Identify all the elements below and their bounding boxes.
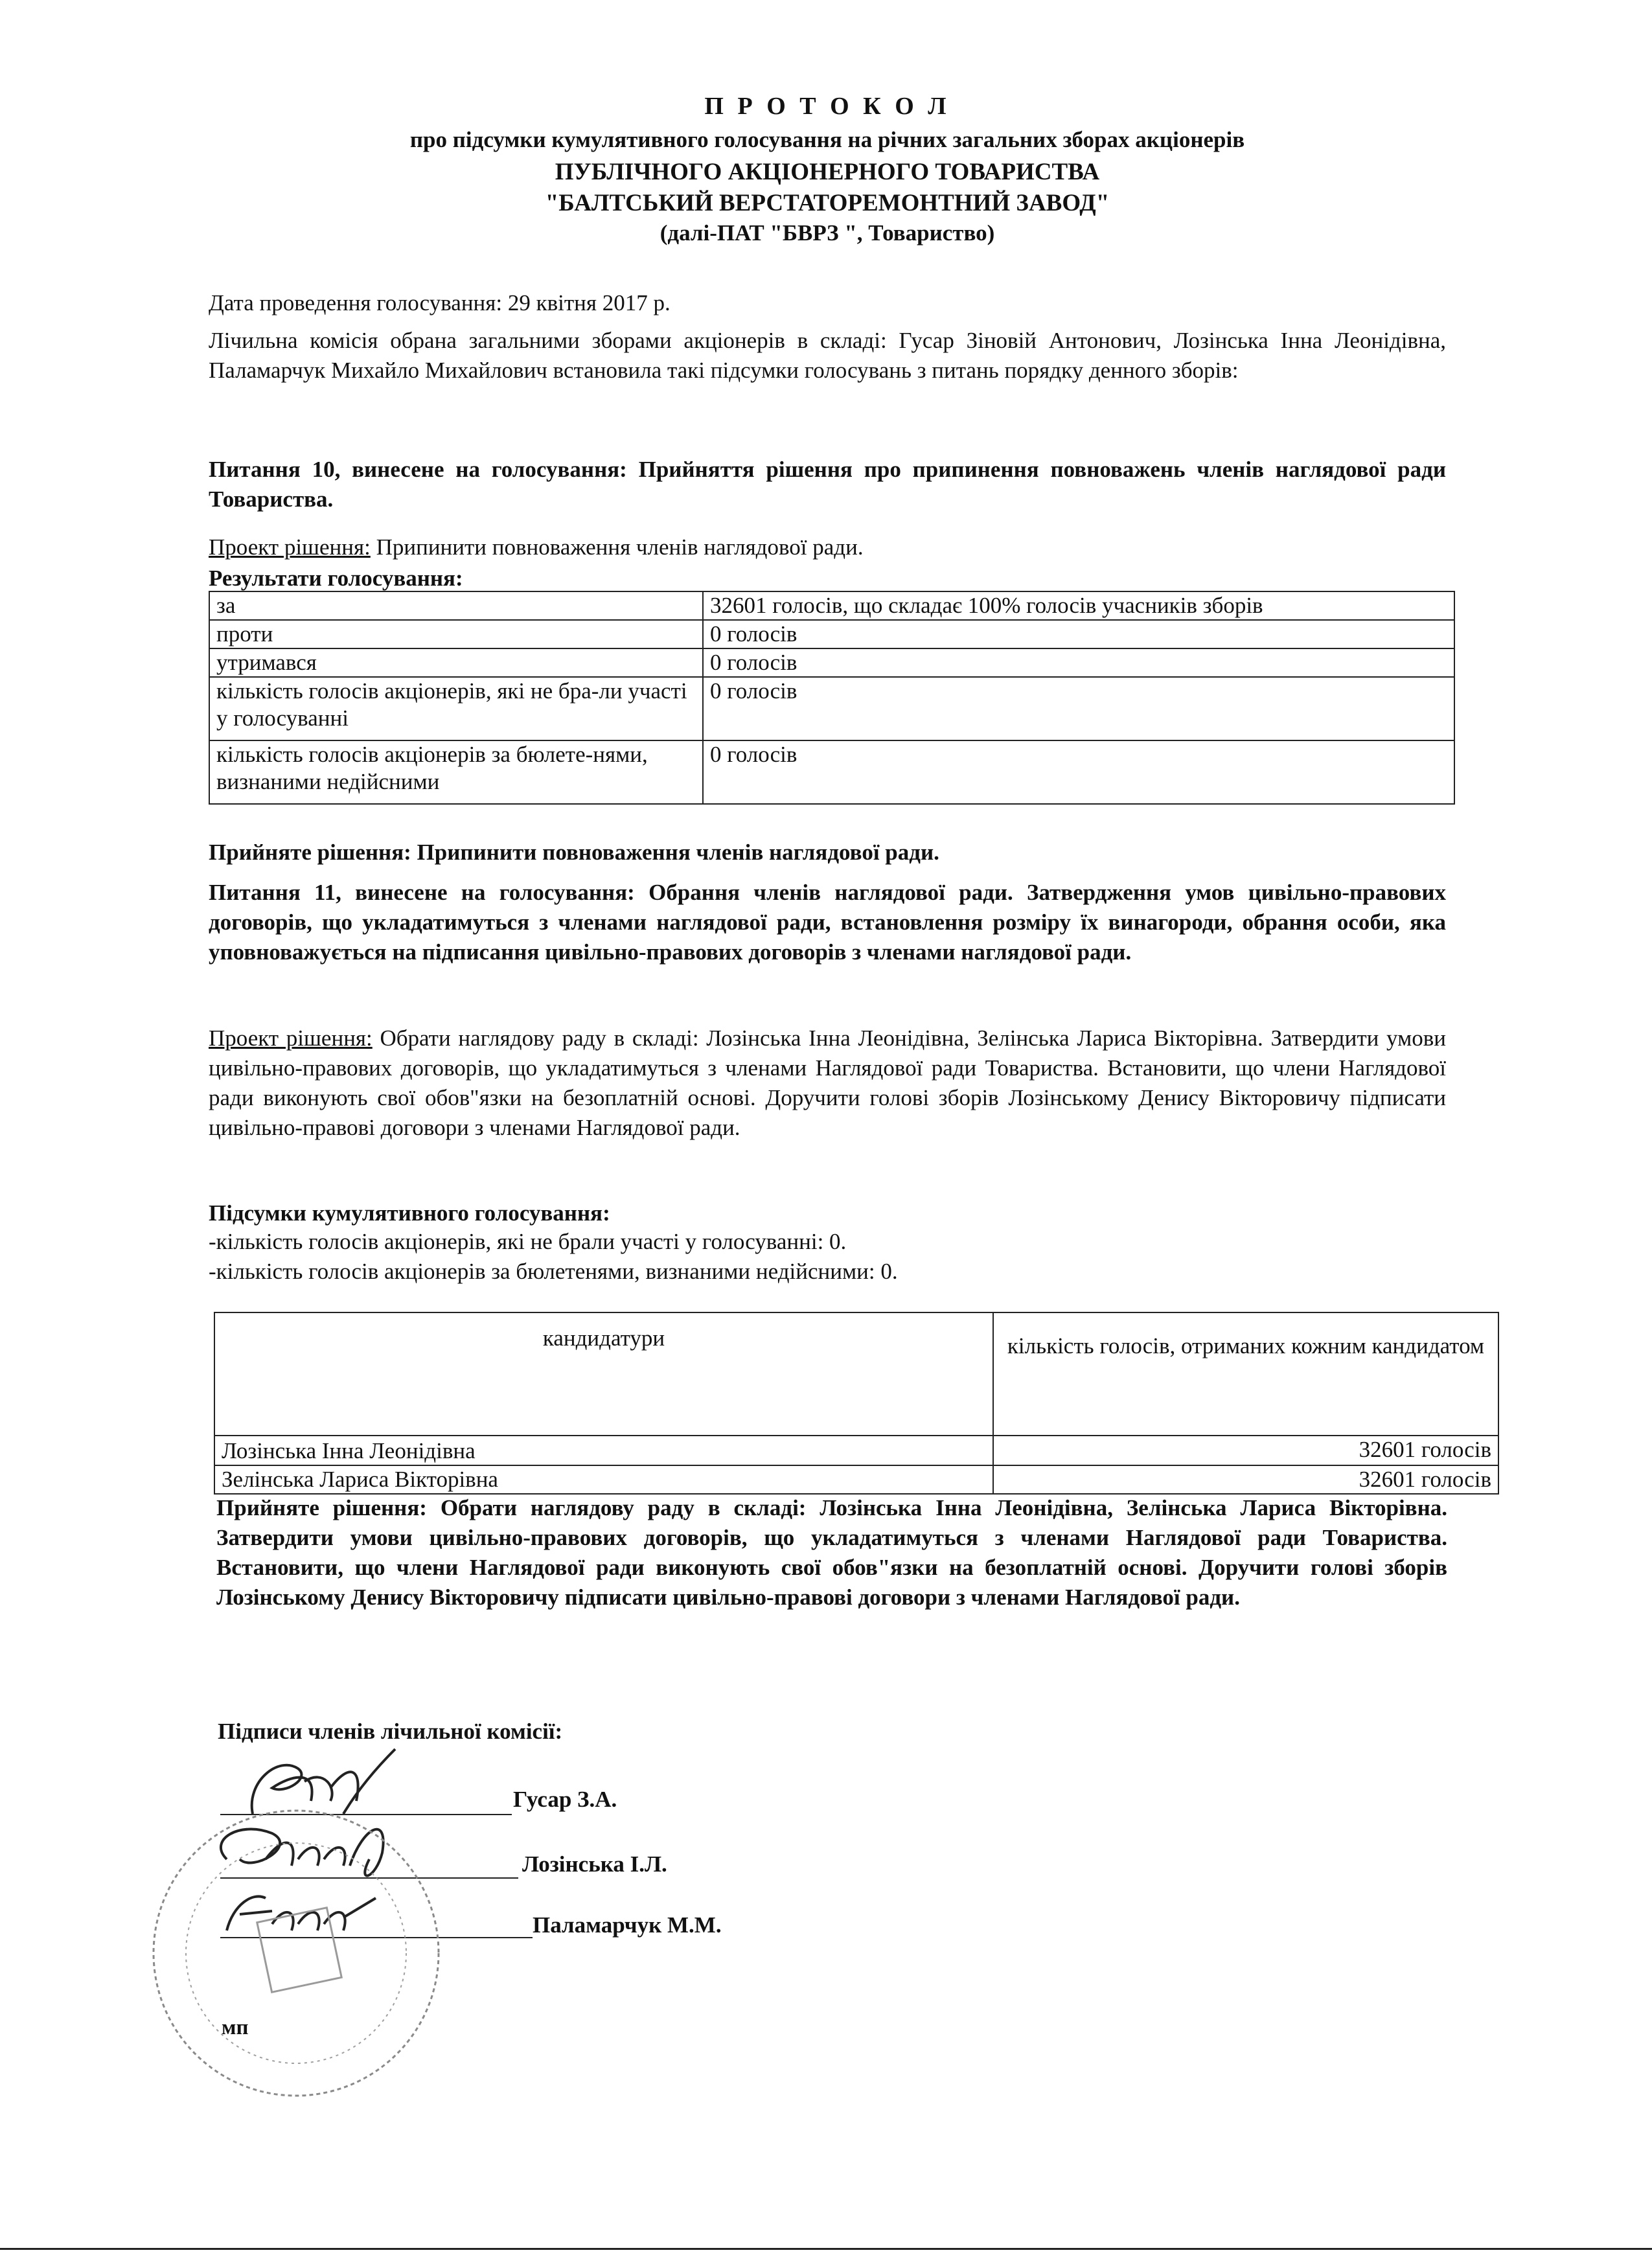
- cumulative-label: Підсумки кумулятивного голосування:: [209, 1200, 610, 1226]
- result-label: кількість голосів акціонерів, які не бра-ли участі у голосуванні: [209, 677, 703, 740]
- result-label: за: [209, 591, 703, 620]
- document-title: П Р О Т О К О Л: [704, 93, 950, 120]
- table-row: [214, 1436, 1498, 1465]
- question-11-decision: Прийняте рішення: Обрати наглядову раду в складі: Лозінська Інна Леонідівна, Зелінська Лариса Вікторівна. Затвердити умови цивільно-правових договорів, що укладатимуться з членами Наглядової ради Товариства. Встановити, що члени Наглядової ради виконують свої обов"язки на безоплатній основі. Доручити голові зборів Лозінському Денису Вікторовичу підписати цивільно-правові договори з членами Наглядової ради.: [216, 1495, 1447, 1610]
- candidate-name: Лозінська Інна Леонідівна: [214, 1436, 993, 1465]
- company-type: ПУБЛІЧНОГО АКЦІОНЕРНОГО ТОВАРИСТВА: [555, 159, 1100, 185]
- question-11-heading: Питання 11, винесене на голосування: Обрання членів наглядової ради. Затвердження умов цивільно-правових договорів, що укладатимуться з членами наглядової ради, встановлення розміру їх винагороди, обрання особи, яка уповноважується на підписання цивільно-правових договорів з членами наглядової ради.: [209, 880, 1446, 965]
- document-subtitle: про підсумки кумулятивного голосування на річних загальних зборах акціонерів: [409, 127, 1245, 152]
- result-value: 0 голосів: [703, 740, 1454, 804]
- commission-paragraph: Лічильна комісія обрана загальними зборами акціонерів в складі: Гусар Зіновій Антонович, Лозінська Інна Леонідівна, Паламарчук Михайло Михайлович встановила такі підсумки голосувань з питань порядку денного зборів:: [209, 328, 1446, 383]
- result-value: 0 голосів: [703, 620, 1454, 648]
- col-votes-header: кількість голосів, отриманих кожним кандидатом: [993, 1312, 1498, 1436]
- result-value: 32601 голосів, що складає 100% голосів учасників зборів: [703, 591, 1454, 620]
- result-label: утримався: [209, 648, 703, 677]
- result-label: кількість голосів акціонерів за бюлете-нями, визнаними недійсними: [209, 740, 703, 804]
- table-row: [209, 648, 1454, 677]
- seal-stamp: [144, 1801, 448, 2105]
- candidates-table: [214, 1312, 1499, 1495]
- col-candidates-header: кандидатури: [214, 1312, 993, 1436]
- voting-date: Дата проведення голосування: 29 квітня 2017 р.: [209, 290, 671, 315]
- candidate-name: Зелінська Лариса Вікторівна: [214, 1465, 993, 1494]
- candidate-votes: 32601 голосів: [993, 1436, 1498, 1465]
- company-short-name: (далі-ПАТ "БВРЗ ", Товариство): [660, 220, 995, 246]
- table-row: [209, 591, 1454, 620]
- question-10-draft: [209, 533, 1446, 562]
- scan-bottom-edge: [0, 2248, 1652, 2250]
- draft-text: Обрати наглядову раду в складі: Лозінська Інна Леонідівна, Зелінська Лариса Вікторівна. Затвердити умови цивільно-правових договорів, що укладатимуться з членами Наглядової ради Товариства. Встановити, що члени Наглядової ради виконують свої обов"язки на безоплатній основі. Доручити голові зборів Лозінському Денису Вікторовичу підписати цивільно-правові договори з членами Наглядової ради.: [209, 1025, 1446, 1140]
- signer-name: Лозінська І.Л.: [522, 1851, 667, 1877]
- table-row: [209, 620, 1454, 648]
- invalid-ballots-line: -кількість голосів акціонерів за бюлетенями, визнаними недійсними: 0.: [209, 1259, 898, 1284]
- signatures-label: Підписи членів лічильної комісії:: [218, 1719, 563, 1744]
- question-10-decision: Прийняте рішення: Припинити повноваження членів наглядової ради.: [209, 840, 939, 865]
- table-row: [214, 1465, 1498, 1494]
- table-row: [209, 677, 1454, 740]
- draft-text: Припинити повноваження членів наглядової ради.: [370, 534, 864, 560]
- company-name: "БАЛТСЬКИЙ ВЕРСТАТОРЕМОНТНИЙ ЗАВОД": [545, 190, 1110, 216]
- result-label: проти: [209, 620, 703, 648]
- result-value: 0 голосів: [703, 648, 1454, 677]
- results-label: Результати голосування:: [209, 566, 463, 591]
- candidate-votes: 32601 голосів: [993, 1465, 1498, 1494]
- not-participated-line: -кількість голосів акціонерів, які не брали участі у голосуванні: 0.: [209, 1229, 847, 1254]
- signer-name: Паламарчук М.М.: [533, 1912, 722, 1938]
- question-10-heading: Питання 10, винесене на голосування: Прийняття рішення про припинення повноважень членів наглядової ради Товариства.: [209, 457, 1446, 512]
- signer-name: Гусар З.А.: [513, 1787, 617, 1812]
- draft-label: Проект рішення:: [209, 534, 371, 560]
- table-header-row: [214, 1312, 1498, 1436]
- table-row: [209, 740, 1454, 804]
- stamp-label: мп: [222, 2016, 249, 2039]
- voting-results-table: [209, 591, 1455, 805]
- draft-label: Проект рішення:: [209, 1025, 373, 1051]
- question-11-draft: [209, 1024, 1446, 1143]
- result-value: 0 голосів: [703, 677, 1454, 740]
